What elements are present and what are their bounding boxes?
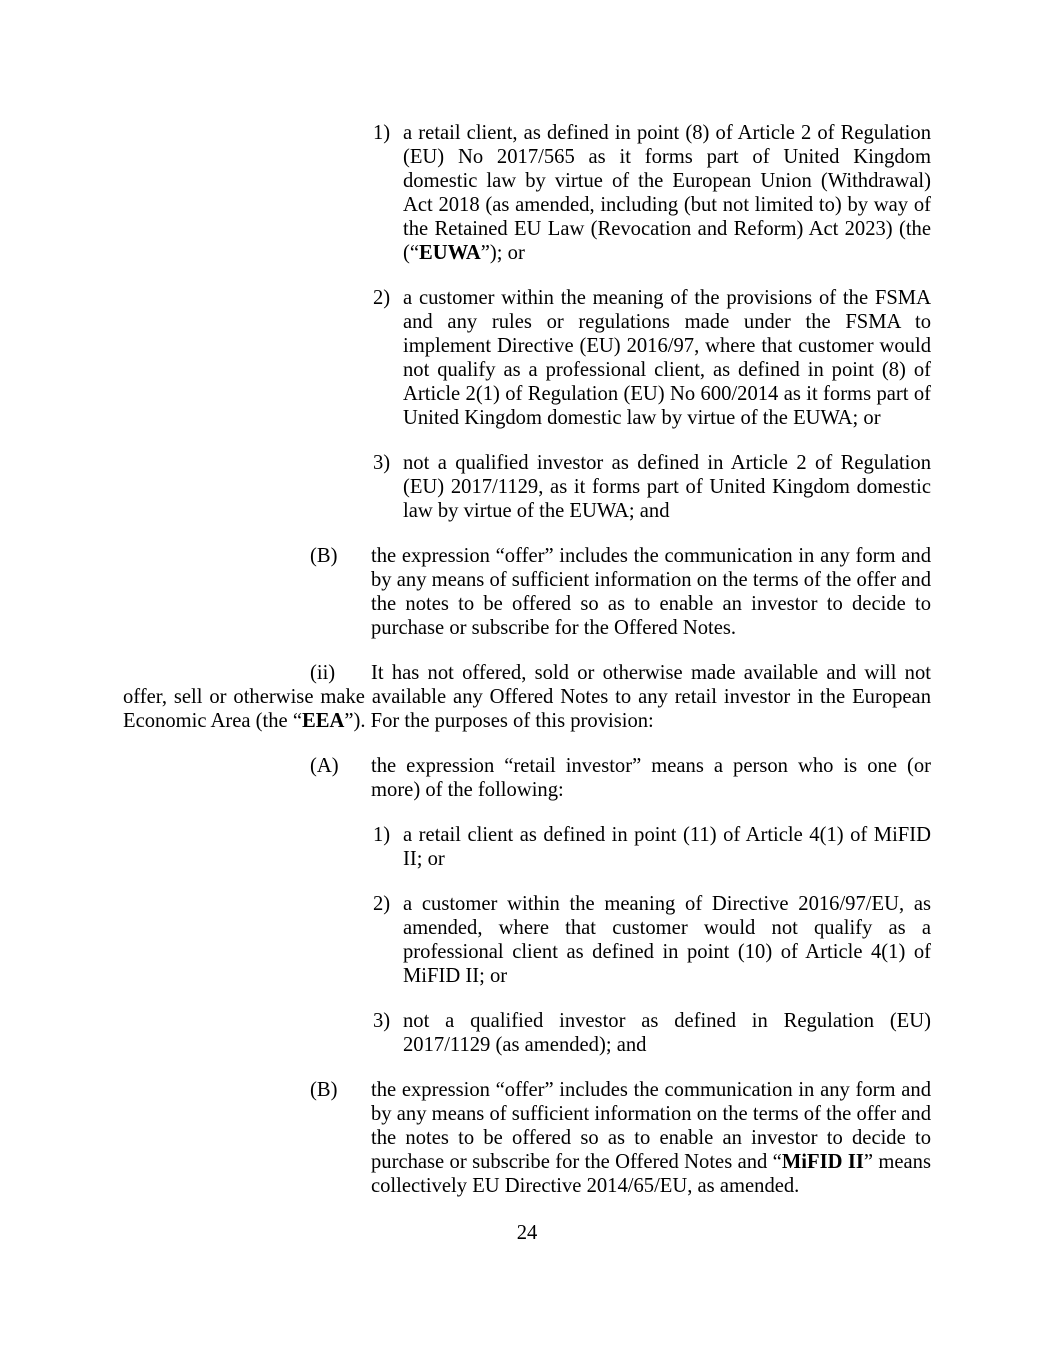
list-number: 1) (373, 122, 391, 144)
eu-list-item-1 (373, 823, 931, 871)
list-number: 1) (373, 824, 391, 846)
list-number: 2) (373, 893, 391, 915)
clause-text: the expression “retail investor” means a person who is one (or more) of the following: (371, 755, 931, 801)
clause-text: It has not offered, sold or otherwise made available and will not offer, sell or otherwise make available any Offered Notes to any retail investor in the European Economic Area (the “ (123, 662, 931, 732)
list-item-text: ”); or (480, 242, 525, 264)
list-item-text: not a qualified investor as defined in Regulation (EU) 2017/1129 (as amended); and (403, 1010, 931, 1056)
page-number: 24 (516, 1222, 538, 1244)
list-item-text: a customer within the meaning of the provisions of the FSMA and any rules or regulations made under the FSMA to implement Directive (EU) 2016/97, where that customer would not qualify as a professional client, as defined in point (8) of Article 2(1) of Regulation (EU) No 600/2014 as it forms part of United Kingdom domestic law by virtue of the EUWA; or (403, 287, 931, 429)
clause-label: (A) (310, 755, 339, 777)
clause-text: ”). For the purposes of this provision: (344, 710, 654, 732)
clause-b-first (310, 544, 931, 640)
clause-label: (ii) (310, 662, 336, 684)
eu-list-item-2 (373, 892, 931, 988)
list-number: 3) (373, 452, 391, 474)
clause-text: ” means collectively EU Directive 2014/65/EU, as amended. (371, 1151, 931, 1197)
list-number: 3) (373, 1010, 391, 1032)
clause-label: (B) (310, 1079, 338, 1101)
clause-a-second (310, 754, 931, 802)
uk-list-item-2 (373, 286, 931, 430)
clause-b-second (310, 1078, 931, 1198)
list-item-text: a customer within the meaning of Directive 2016/97/EU, as amended, where that customer would not qualify as a professional client as defined in point (10) of Article 4(1) of MiFID II; or (403, 893, 931, 987)
list-item-text: not a qualified investor as defined in Article 2 of Regulation (EU) 2017/1129, as it forms part of United Kingdom domestic law by virtue of the EUWA; and (403, 452, 931, 522)
uk-list-item-1 (373, 121, 931, 265)
clause-text: the expression “offer” includes the communication in any form and by any means of sufficient information on the terms of the offer and the notes to be offered so as to enable an investor to decide to purchase or subscribe for the Offered Notes. (371, 545, 931, 639)
eu-list-item-3 (373, 1009, 931, 1057)
list-item-text: a retail client as defined in point (11) of Article 4(1) of MiFID II; or (403, 824, 931, 870)
list-item-text: a retail client, as defined in point (8) of Article 2 of Regulation (EU) No 2017/565 as it forms part of United Kingdom domestic law by virtue of the European Union (Withdrawal) Act 2018 (as amended, including (but not limited to) by way of the Retained EU Law (Revocation and Reform) Act 2023) (the (“ (403, 122, 931, 264)
uk-list-item-3 (373, 451, 931, 523)
clause-text: the expression “offer” includes the communication in any form and by any means of sufficient information on the terms of the offer and the notes to be offered so as to enable an investor to decide to purchase or subscribe for the Offered Notes and “ (371, 1079, 931, 1173)
page-content (123, 121, 931, 1219)
defined-term-euwa: EUWA (419, 242, 481, 264)
clause-ii (123, 661, 931, 733)
defined-term-mifid-ii: MiFID II (781, 1151, 864, 1173)
clause-label: (B) (310, 545, 338, 567)
list-number: 2) (373, 287, 391, 309)
defined-term-eea: EEA (301, 710, 345, 732)
